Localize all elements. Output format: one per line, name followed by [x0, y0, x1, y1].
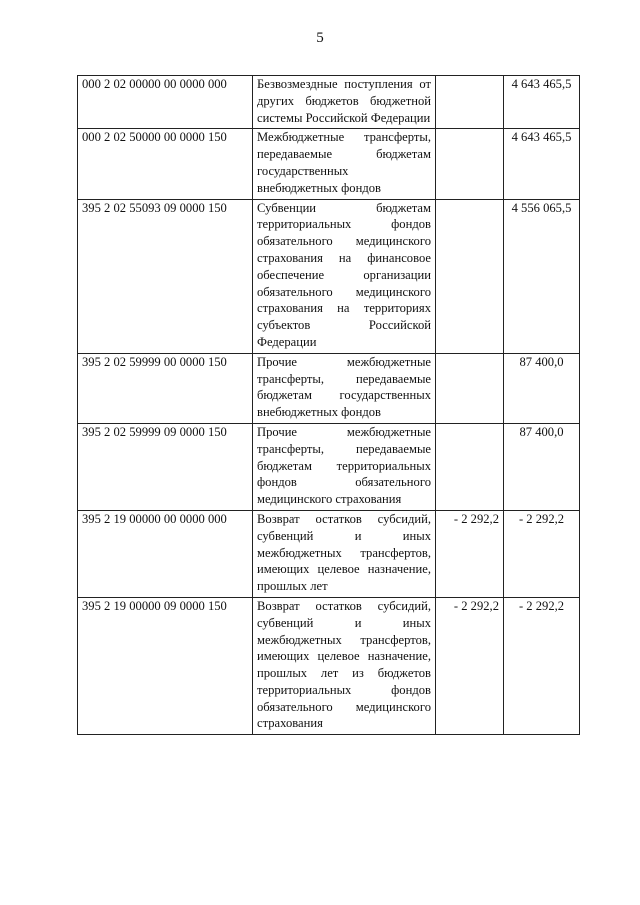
revenue-name-cell: Возврат остатков субсидий, субвенций и иных межбюджетных трансфертов, имеющих целевое назначение, прошлых лет из бюджетов территориальных фондов обязательного медицинского страхования: [253, 597, 436, 734]
amount-cell-2: - 2 292,2: [504, 597, 580, 734]
budget-code-cell: 395 2 19 00000 09 0000 150: [78, 597, 253, 734]
table-row: [78, 353, 580, 423]
table-row: [78, 597, 580, 734]
amount-cell-2: 87 400,0: [504, 353, 580, 423]
budget-code-cell: 395 2 02 59999 00 0000 150: [78, 353, 253, 423]
revenue-name-cell: Безвозмездные поступления от других бюджетов бюджетной системы Российской Федерации: [253, 76, 436, 129]
amount-cell-1: [436, 199, 504, 353]
amount-cell-1: [436, 423, 504, 510]
budget-code-cell: 395 2 02 55093 09 0000 150: [78, 199, 253, 353]
revenue-name-cell: Прочие межбюджетные трансферты, передаваемые бюджетам территориальных фондов обязательного медицинского страхования: [253, 423, 436, 510]
budget-code-cell: 395 2 19 00000 00 0000 000: [78, 510, 253, 597]
table-row: [78, 510, 580, 597]
table-row: [78, 199, 580, 353]
amount-cell-1: [436, 129, 504, 199]
budget-revenue-table: [77, 75, 580, 735]
table-row: [78, 76, 580, 129]
budget-code-cell: 000 2 02 50000 00 0000 150: [78, 129, 253, 199]
page-number: 5: [316, 30, 324, 46]
amount-cell-1: [436, 76, 504, 129]
amount-cell-1: [436, 353, 504, 423]
amount-cell-2: 4 643 465,5: [504, 76, 580, 129]
table-row: [78, 423, 580, 510]
amount-cell-2: 4 556 065,5: [504, 199, 580, 353]
revenue-name-cell: Субвенции бюджетам территориальных фондов обязательного медицинского страхования на финансовое обеспечение организации обязательного медицинского страхования на территориях субъектов Российской Федерации: [253, 199, 436, 353]
budget-code-cell: 000 2 02 00000 00 0000 000: [78, 76, 253, 129]
table-row: [78, 129, 580, 199]
amount-cell-2: - 2 292,2: [504, 510, 580, 597]
revenue-name-cell: Возврат остатков субсидий, субвенций и иных межбюджетных трансфертов, имеющих целевое назначение, прошлых лет: [253, 510, 436, 597]
revenue-name-cell: Прочие межбюджетные трансферты, передаваемые бюджетам государственных внебюджетных фондов: [253, 353, 436, 423]
revenue-name-cell: Межбюджетные трансферты, передаваемые бюджетам государственных внебюджетных фондов: [253, 129, 436, 199]
amount-cell-2: 87 400,0: [504, 423, 580, 510]
amount-cell-1: - 2 292,2: [436, 597, 504, 734]
amount-cell-1: - 2 292,2: [436, 510, 504, 597]
budget-code-cell: 395 2 02 59999 09 0000 150: [78, 423, 253, 510]
amount-cell-2: 4 643 465,5: [504, 129, 580, 199]
